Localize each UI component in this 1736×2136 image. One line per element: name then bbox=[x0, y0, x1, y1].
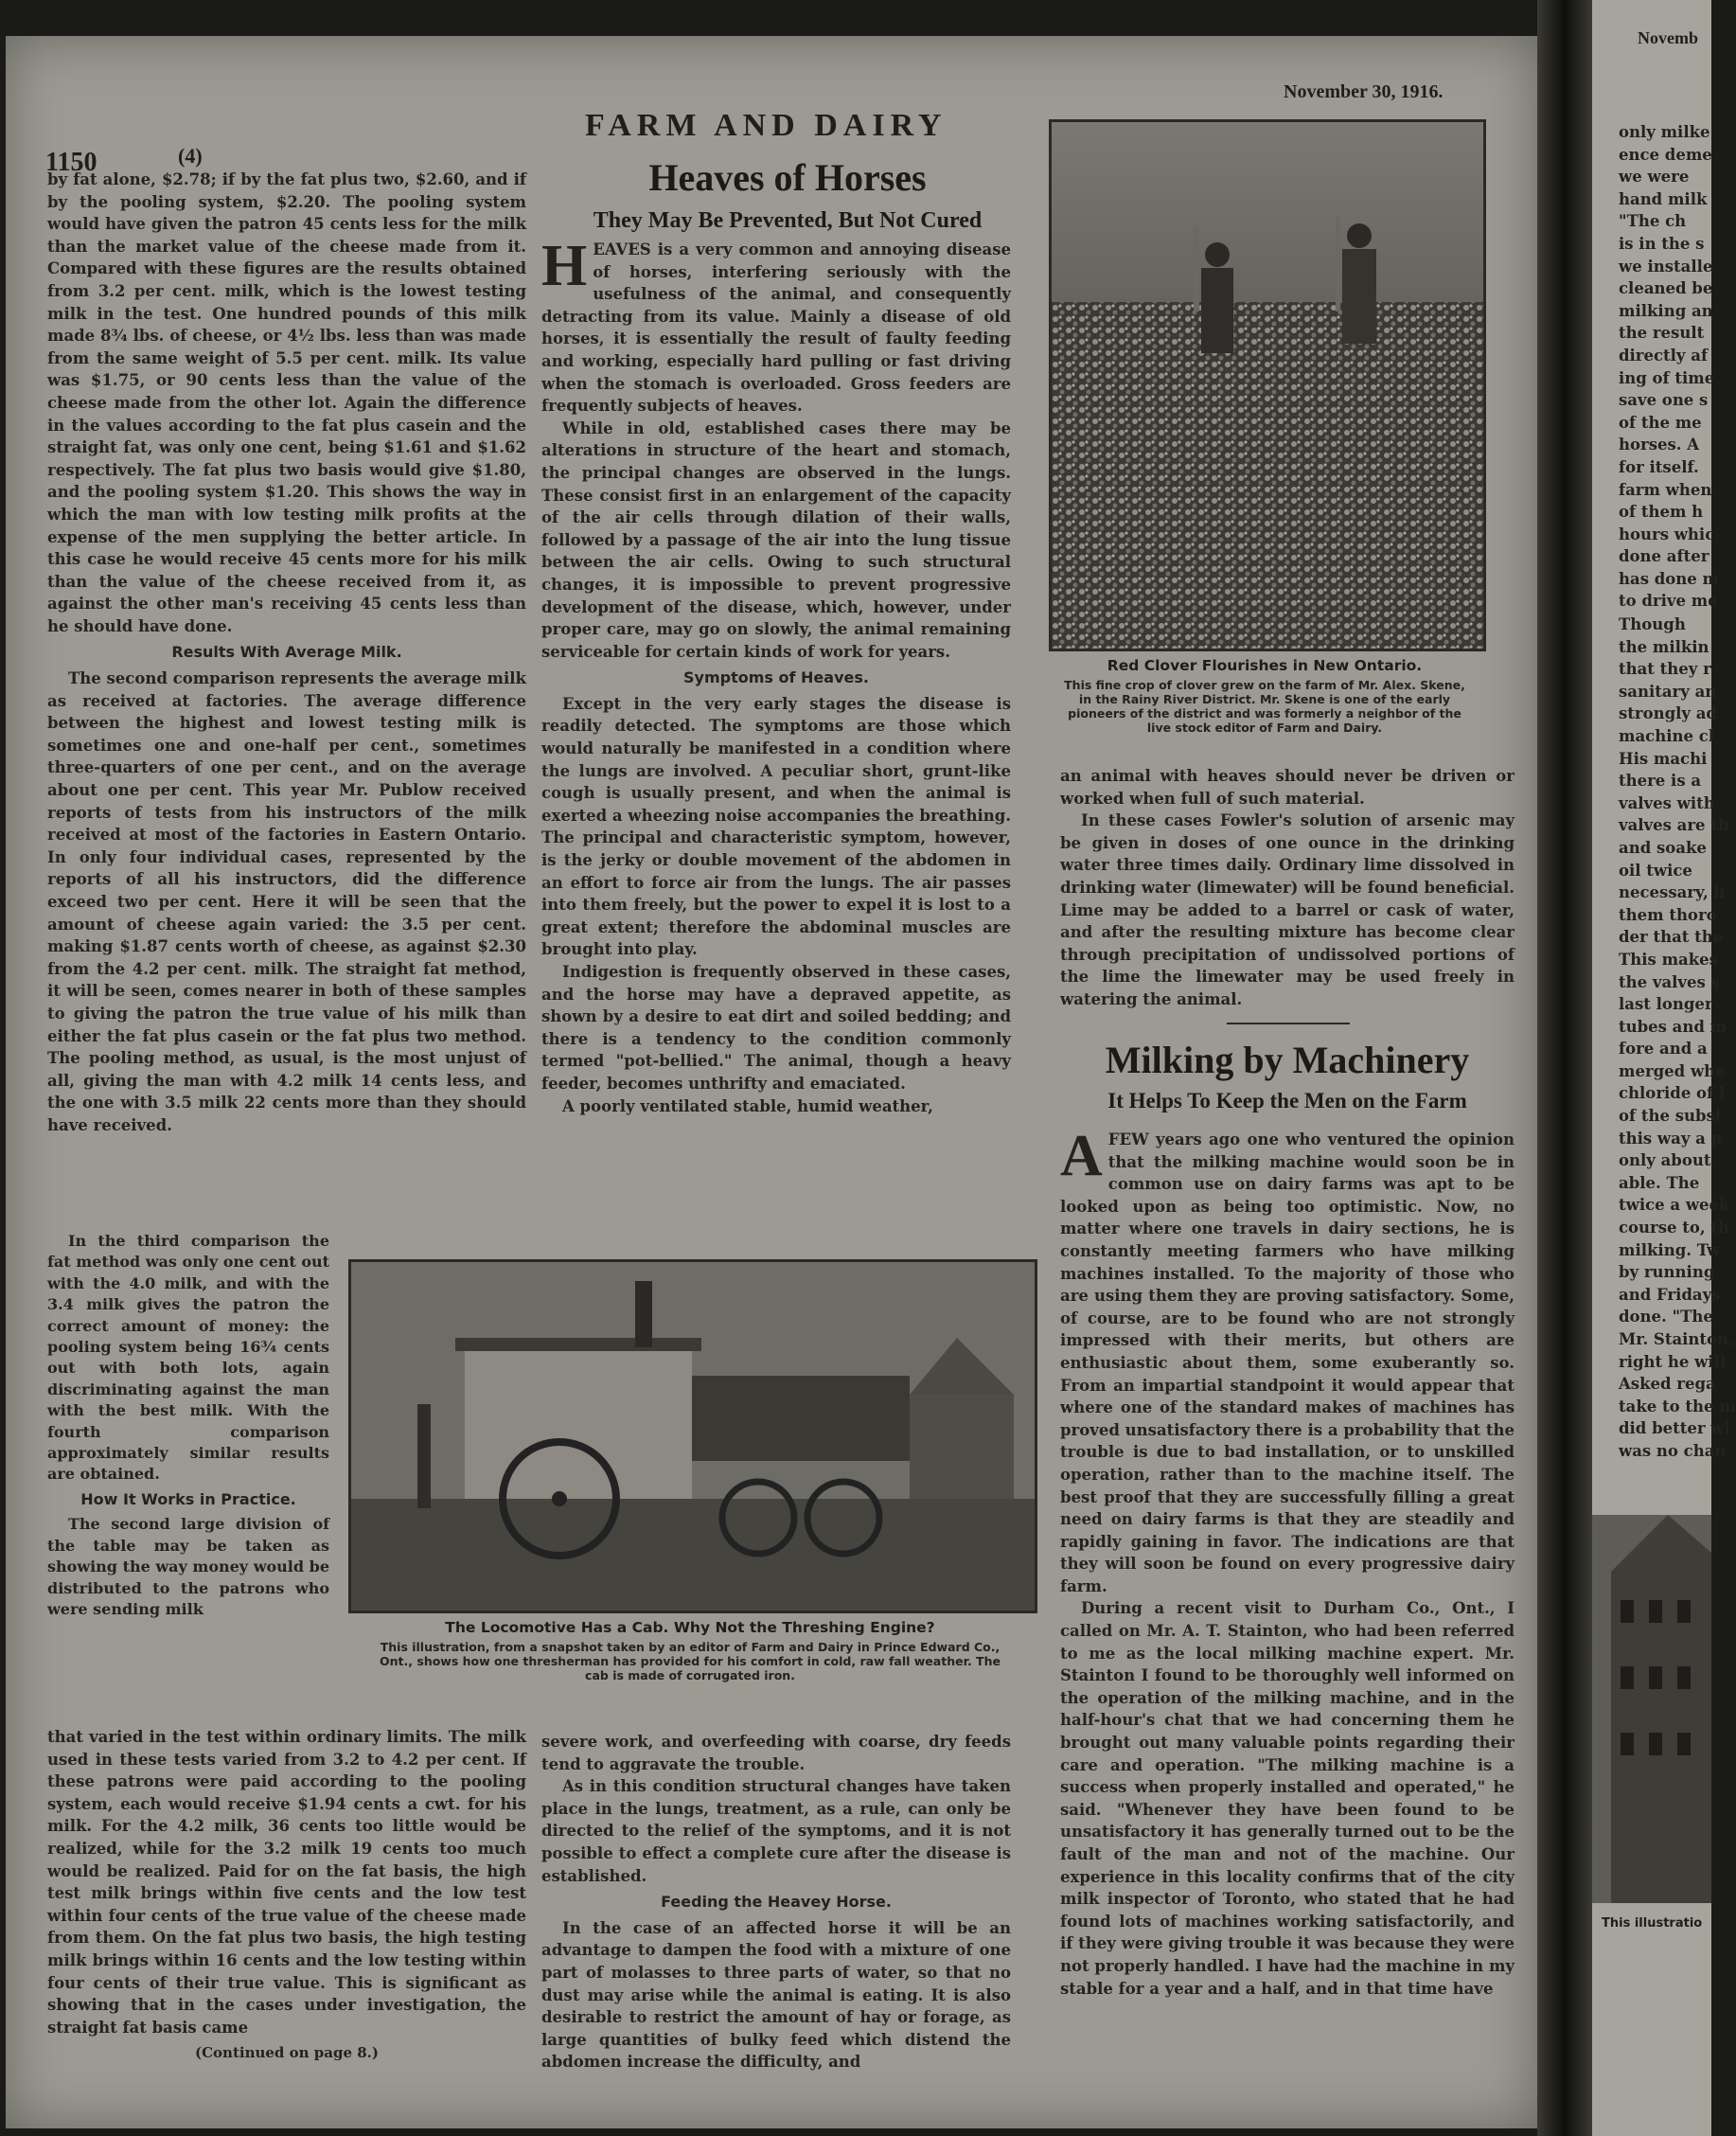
paragraph: The second comparison represents the average milk as received at factories. The average difference between the highest and lowest testing milk is sometimes one and one-half per cent., sometimes three-quarters of one per cent., and on the average about one per cent. This year Mr. Publow received reports of tests from his instructors of the milk received at most of the factories in Eastern Ontario. In only four individual cases, represented by the reports of all his instructors, did the difference exceed two per cent. Here it will be seen that the amount of cheese again varied: the 3.5 per cent. making $1.87 cents worth of cheese, as against $2.30 from the 4.2 per cent. milk. The straight fat method, it will be seen, comes nearer in both of these samples to giving the patron the true value of his milk than either the fat plus casein or the fat plus two method. The pooling method, as usual, is the most unjust of all, giving the man with 4.2 milk 14 cents less, and the one with 3.5 milk 22 cents more than they should have received. bbox=[47, 669, 526, 1134]
facing-page-line: oil twice bbox=[1619, 861, 1692, 880]
facing-page-line: Though bbox=[1619, 615, 1686, 633]
building-image bbox=[1592, 1515, 1711, 1903]
facing-page-line: and soake bbox=[1619, 838, 1707, 857]
facing-page-column-top bbox=[1619, 121, 1719, 613]
page-gutter bbox=[1537, 0, 1592, 2136]
facing-page-line: only about bbox=[1619, 1151, 1711, 1170]
facing-page-line: is in the s bbox=[1619, 234, 1705, 253]
facing-page-line: only milke bbox=[1619, 123, 1710, 141]
facing-page-line: horses. A bbox=[1619, 436, 1700, 454]
continued-note: (Continued on page 8.) bbox=[195, 2044, 379, 2062]
facing-page-line: der that the bbox=[1619, 928, 1724, 947]
facing-page-line: directly af bbox=[1619, 346, 1709, 365]
engine-photo-caption: This illustration, from a snapshot taken by an editor of Farm and Dairy in Prince Edward Co., Ont., shows how one thresherman has provided for his comfort in cold, raw fall weather. The cab is made of corrugated iron. bbox=[380, 1640, 1001, 1682]
facing-page-date: Novemb bbox=[1638, 28, 1698, 47]
milking-subtitle: It Helps To Keep the Men on the Farm bbox=[1107, 1089, 1467, 1112]
milking-title: Milking by Machinery bbox=[1105, 1039, 1470, 1081]
paragraph: A poorly ventilated stable, humid weather, bbox=[562, 1096, 933, 1115]
facing-page-line: hours whic bbox=[1619, 525, 1715, 543]
facing-page-line: twice a week bbox=[1619, 1196, 1730, 1215]
facing-page-line: tubes and m bbox=[1619, 1017, 1727, 1036]
column-1-upper bbox=[47, 169, 526, 1137]
facing-page-line: this way a p bbox=[1619, 1129, 1723, 1148]
facing-page-line: the valves s bbox=[1619, 972, 1720, 991]
paragraph: While in old, established cases there may be alterations in structure of the heart and stomach, the principal changes are observed in the lungs. These consist first in an enlargement of the capacity of the air cells through dilation of their walls, followed by a passage of the air into the lung tissue between the air cells. Owing to such structural changes, it is impossible to prevent progressive development of the disease, which, however, under proper care, may go on slowly, the animal remaining serviceable for certain kinds of work for years. bbox=[541, 418, 1011, 661]
facing-page-line: Mr. Stainton, bbox=[1619, 1330, 1734, 1348]
paragraph: In the case of an affected horse it will be an advantage to dampen the food with a mixture of one part of molasses to three parts of water, so that no dust may arise while the animal is eating. It is also desirable to restrict the amount of hay or forage, as large quantities of bulky feed which distend the abdomen increase the difficulty, and bbox=[541, 1918, 1011, 2072]
facing-page-line: of the subst bbox=[1619, 1107, 1723, 1126]
facing-page-line: merged whe bbox=[1619, 1061, 1726, 1080]
subheading: Results With Average Milk. bbox=[171, 643, 402, 662]
masthead: FARM AND DAIRY bbox=[585, 108, 948, 143]
facing-page-line: the milkin bbox=[1619, 637, 1709, 656]
facing-page-line: necessary, h bbox=[1619, 883, 1726, 902]
facing-page-line: "The ch bbox=[1619, 212, 1687, 231]
facing-page-line: Asked rega bbox=[1619, 1375, 1716, 1394]
heaves-subtitle: They May Be Prevented, But Not Cured bbox=[593, 208, 983, 233]
clover-field-image bbox=[1052, 122, 1483, 649]
facing-page-line: them thoro bbox=[1619, 905, 1717, 924]
building-illustration bbox=[1592, 1515, 1711, 1903]
facing-page-line: of them h bbox=[1619, 503, 1704, 522]
facing-page-line: sanitary an bbox=[1619, 682, 1717, 701]
clover-photo-caption: This fine crop of clover grew on the farm of Mr. Alex. Skene, in the Rainy River District. Mr. Skene is one of the early pioneers of the district and was formerly a neighbor of the live stock editor of Farm and Dairy. bbox=[1064, 678, 1465, 735]
facing-page-line: there is a bbox=[1619, 772, 1702, 791]
engine-photo-title: The Locomotive Has a Cab. Why Not the Threshing Engine? bbox=[445, 1619, 935, 1636]
subheading: Feeding the Heavey Horse. bbox=[661, 1893, 892, 1912]
milking-column bbox=[1060, 1124, 1515, 2000]
clover-photo-title: Red Clover Flourishes in New Ontario. bbox=[1107, 657, 1423, 674]
paragraph: that varied in the test within ordinary limits. The milk used in these tests varied from 3.2 to 4.2 per cent. If these patrons were paid according to the pooling system, each would receive $1.94 cents a cwt. for his milk. For the 4.2 milk, 36 cents too little would be realized, while for the 3.2 milk 19 cents too much would be realized. Paid for on the fat basis, the high test milk brings within five cents and the low test within four cents of the true value of the cheese made from them. On the fat plus two basis, the high testing milk brings within 16 cents and the low testing within four cents of their true value. This is significant as showing that in the cases under investigation, the straight fat basis came bbox=[47, 1728, 526, 2037]
facing-page-line: for itself. bbox=[1619, 457, 1699, 476]
page-number: 1150 bbox=[45, 148, 97, 177]
paragraph: severe work, and overfeeding with coarse, dry feeds tend to aggravate the trouble. bbox=[541, 1733, 1011, 1773]
paragraph: by fat alone, $2.78; if by the fat plus two, $2.60, and if by the pooling system, $2.20. The pooling system would have given the patron 45 cents less for the milk than the market value of the cheese made from it. Compared with these figures are the results obtained from 3.2 per cent. milk, which is the lowest testing milk in the test. One hundred pounds of this milk made 8¾ lbs. of cheese, or 4½ lbs. less than was made from the same weight of 5.5 per cent. milk. Its value was $1.75, or 90 cents less than the value of the cheese made from the other lot. Again the difference in the values according to the fat plus casein and the straight fat, was only one cent, being $1.61 and $1.62 respectively. The fat plus two basis would give $1.80, and the pooling system $1.20. This shows the way in which the man with low testing milk profits at the expense of the men supplying the better article. In this case he would receive 45 cents more for his milk than the value of the cheese received from it, as against the other man's receiving 45 cents less than he should have done. bbox=[47, 170, 526, 635]
paragraph: Indigestion is frequently observed in these cases, and the horse may have a depraved appetite, as shown by a desire to eat dirt and soiled bedding; and there is a tendency to the condition commonly termed "pot-bellied." The animal, though a heavy feeder, becomes unthrifty and emaciated. bbox=[541, 963, 1011, 1093]
facing-page-line: valves with bbox=[1619, 793, 1715, 812]
man-left-figure bbox=[1201, 242, 1233, 353]
facing-page-line: farm when bbox=[1619, 480, 1712, 499]
subheading: How It Works in Practice. bbox=[80, 1489, 296, 1508]
clover-field-photo bbox=[1049, 119, 1486, 651]
heaves-column-right bbox=[1060, 765, 1515, 1011]
issue-date: November 30, 1916. bbox=[1284, 81, 1444, 102]
facing-page-line: chloride of l bbox=[1619, 1084, 1726, 1103]
facing-page-line: that they r bbox=[1619, 660, 1711, 679]
heaves-title: Heaves of Horses bbox=[648, 156, 927, 199]
subheading: Symptoms of Heaves. bbox=[683, 668, 869, 687]
paragraph: As in this condition structural changes have taken place in the lungs, treatment, as a rule, can only be directed to the relief of the symptoms, and it is not possible to effect a complete cure after the disease is established. bbox=[541, 1777, 1011, 1885]
section-divider bbox=[1227, 1023, 1350, 1024]
facing-page-line: ence deme bbox=[1619, 145, 1712, 164]
paragraph: In these cases Fowler's solution of arsenic may be given in doses of one ounce in the drinking water three times daily. Ordinary lime dissolved in drinking water (limewater) will be found beneficial. Lime may be added to a barrel or cask of water, and after the resulting mixture has become clear through precipitation of undissolved portions of the lime the limewater may be used freely in watering the animal. bbox=[1060, 811, 1515, 1008]
facing-page-line: by running bbox=[1619, 1263, 1715, 1282]
facing-page-line: fore and a bbox=[1619, 1040, 1708, 1059]
heaves-column-lower bbox=[541, 1731, 1011, 2074]
facing-page-line: ing of time bbox=[1619, 368, 1715, 387]
facing-page-line: the result bbox=[1619, 324, 1705, 343]
paragraph: The second large division of the table may be taken as showing the way money would be distributed to the patrons who were sending milk bbox=[47, 1515, 329, 1618]
facing-page-line: milking an bbox=[1619, 301, 1713, 320]
paragraph: In the third comparison the fat method was only one cent out with the 4.0 milk, and with the 3.4 milk gives the patron the correct amount of money: the pooling system being 16¾ cents out with both lots, again discriminating against the man with the best milk. With the fourth comparison approximately similar results are obtained. bbox=[47, 1232, 330, 1484]
facing-page-line: and Fridays bbox=[1619, 1285, 1721, 1304]
threshing-engine-image bbox=[351, 1262, 1035, 1611]
facing-page-line: milking. Tw bbox=[1619, 1240, 1721, 1259]
page-section-number: (4) bbox=[178, 144, 203, 168]
facing-page-line: His machi bbox=[1619, 749, 1708, 768]
facing-page-caption: This illustratio bbox=[1602, 1916, 1703, 1931]
facing-page-line: cleaned be bbox=[1619, 279, 1713, 298]
facing-page-line: done after bbox=[1619, 547, 1709, 566]
facing-page-line: able. The bbox=[1619, 1173, 1700, 1192]
facing-page-line: machine cl bbox=[1619, 726, 1715, 745]
drop-cap: H bbox=[541, 234, 588, 298]
facing-page-line: valves are th bbox=[1619, 816, 1729, 835]
facing-page-line: we installe bbox=[1619, 257, 1713, 276]
facing-page-line: has done m bbox=[1619, 569, 1719, 588]
facing-page-fragment bbox=[1592, 0, 1736, 2136]
column-1-narrow bbox=[47, 1231, 329, 1620]
facing-page-line: was no chan bbox=[1619, 1441, 1727, 1460]
facing-page-line: save one s bbox=[1619, 391, 1709, 410]
threshing-engine-photo bbox=[348, 1259, 1037, 1613]
facing-page-line: take to the m bbox=[1619, 1397, 1736, 1415]
paragraph: EAVES is a very common and annoying disease of horses, interfering seriously with the usefulness of the animal, and consequently detracting from its value. Mainly a disease of old horses, it is essentially the result of faulty feeding and working, especially hard pulling or fast driving when the stomach is overloaded. Gross feeders are frequently subjects of heaves. bbox=[541, 240, 1011, 416]
facing-page-line: of the me bbox=[1619, 413, 1702, 432]
paragraph: FEW years ago one who ventured the opinion that the milking machine would soon be in common use on dairy farms was apt to be looked upon as being too optimistic. Now, no matter where one travels in dairy sections, he is constantly meeting farmers who have milking machines installed. To the majority of those who are using them they are proving satisfactory. Some, of course, are to be found who are not strongly impressed with their merits, but others are enthusiastic about them, some exuberantly so. From an impartial standpoint it would appear that where one of the standard makes of machines has proved unsatisfactory there is a probability that the trouble is due to bad installation, or to unskilled operation, rather than to the machine itself. The best proof that they are successfully filling a great need on dairy farms is that they are steadily and rapidly gaining in favor. The indications are that they will soon be found on every progressive dairy farm. bbox=[1060, 1130, 1515, 1595]
drop-cap: A bbox=[1060, 1124, 1103, 1188]
heaves-column-upper bbox=[541, 234, 1011, 1117]
facing-page-line: This makes bbox=[1619, 950, 1718, 969]
newspaper-page bbox=[6, 36, 1537, 2128]
facing-page-line: last longer bbox=[1619, 995, 1713, 1014]
facing-page-line: done. "The bbox=[1619, 1308, 1713, 1326]
facing-page-line: did better wi bbox=[1619, 1419, 1730, 1438]
column-1-lower bbox=[47, 1726, 526, 2069]
facing-page-column-middle bbox=[1619, 614, 1736, 1463]
paragraph: During a recent visit to Durham Co., Ont., I called on Mr. A. T. Stainton, who had been referred to me as the local milking machine expert. Mr. Stainton I found to be thoroughly well informed on the operation of the milking machine, and in the half-hour's chat that we had concerning them he brought out many valuable points regarding their care and operation. "The milking machine is a success when properly installed and operated," he said. "Whenever they have been found to be unsatisfactory it has generally turned out to be the fault of the man and not of the machine. Our experience in this locality confirms that of the city milk inspector of Toronto, who stated that he had found lots of machines working satisfactorily, and if they were giving trouble it was because they were not properly handled. I have had the machine in my stable for a year and a half, and in that time have bbox=[1060, 1599, 1515, 1998]
facing-page-line: hand milk bbox=[1619, 189, 1708, 208]
facing-page-line: to drive me bbox=[1619, 592, 1718, 611]
facing-page-line: right he will bbox=[1619, 1352, 1727, 1371]
facing-page-line: we were bbox=[1619, 168, 1690, 187]
facing-page-line: course to, th bbox=[1619, 1219, 1730, 1237]
facing-page-line: strongly ad bbox=[1619, 704, 1717, 723]
paragraph: an animal with heaves should never be driven or worked when full of such material. bbox=[1060, 767, 1515, 808]
paragraph: Except in the very early stages the disease is readily detected. The symptoms are those which would naturally be manifested in a condition where the lungs are involved. A peculiar short, grunt-like cough is usually present, and when the animal is exerted a wheezing noise accompanies the breathing. The principal and characteristic symptom, however, is the jerky or double movement of the abdomen in an effort to force air from the lungs. The air passes into them freely, but the power to expel it is lost to a great extent; therefore the abdominal muscles are brought into play. bbox=[541, 694, 1011, 959]
